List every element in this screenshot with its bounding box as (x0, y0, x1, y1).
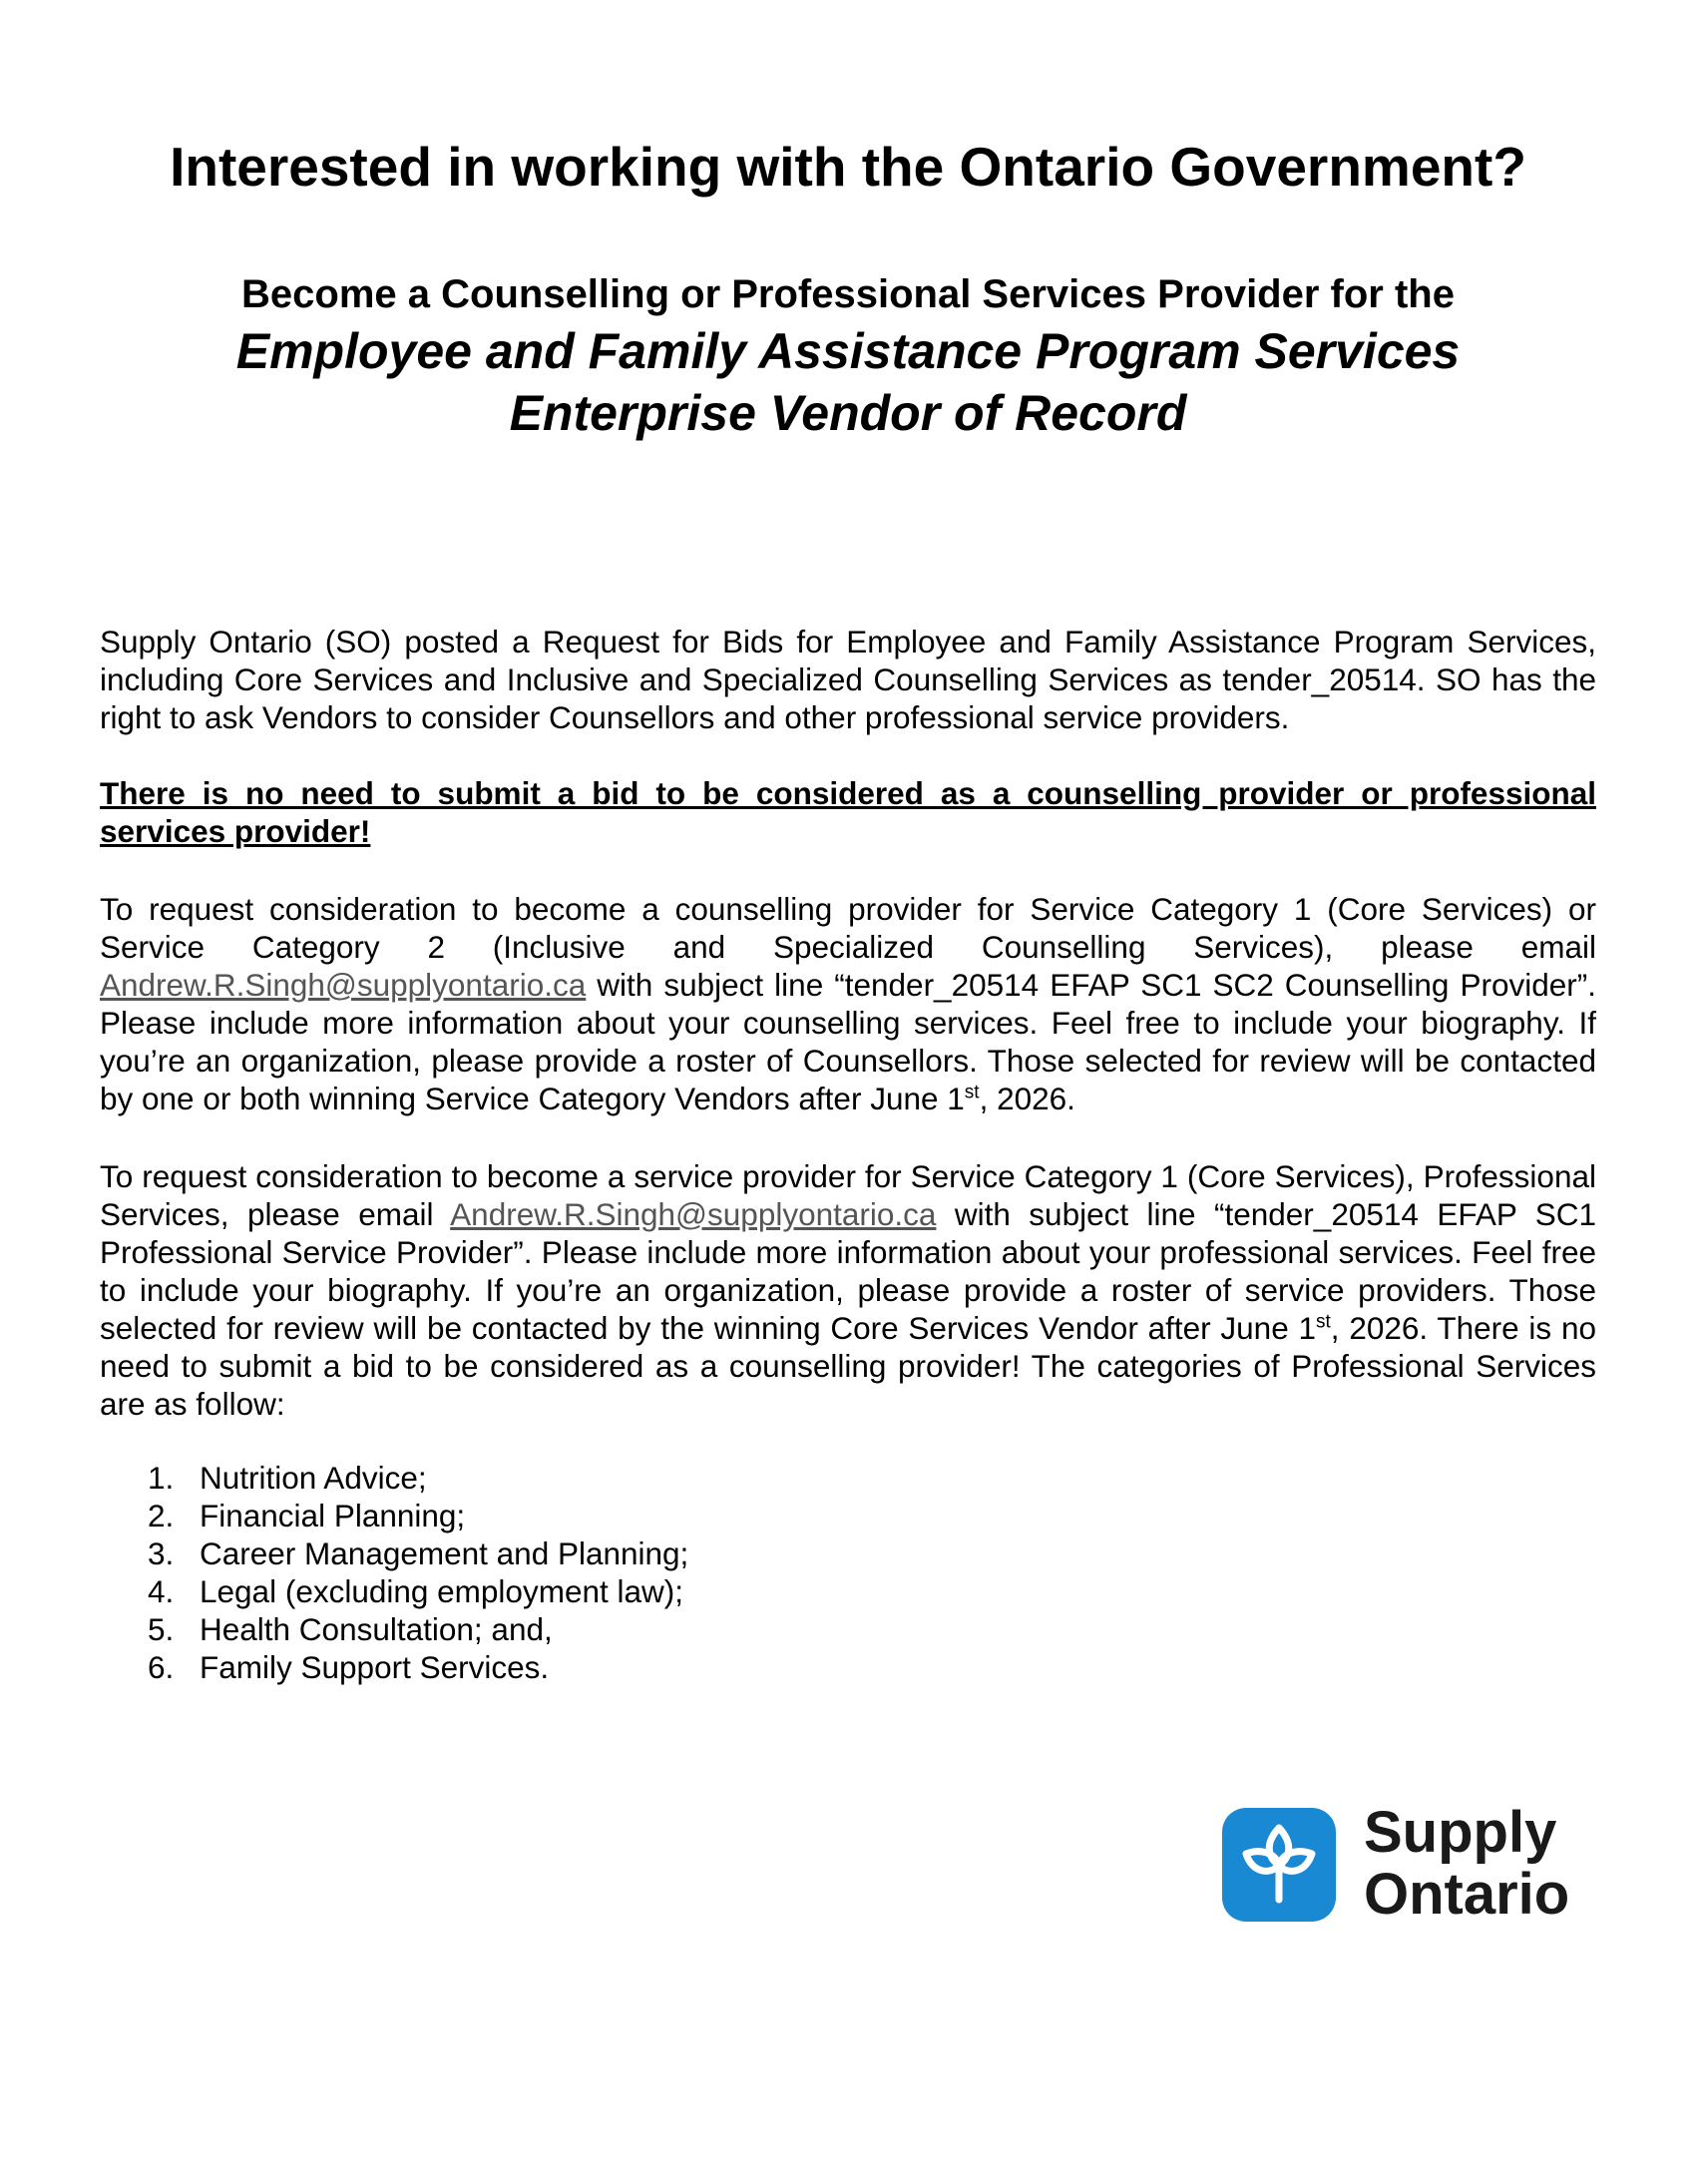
professional-text-start: To request consideration to become a service provider for Service Category 1 (Core Services), Professional Services, please email (100, 1158, 1596, 1232)
program-name-line2: Enterprise Vendor of Record (509, 385, 1187, 441)
list-item-text: Legal (excluding employment law); (200, 1573, 683, 1609)
list-item (148, 1497, 688, 1534)
logo-badge (1222, 1808, 1336, 1922)
list-item-text: Career Management and Planning; (200, 1535, 689, 1571)
supply-ontario-logo (1222, 1800, 1601, 1928)
list-item-number: 6. (148, 1649, 175, 1685)
counselling-text-middle: with subject line “tender_20514 EFAP SC1 SC2 Counselling Provider”. Please include more information about your counselling services. Feel free to include your biography. If you’re an organization, please provide a roster of Counsellors. Those selected for review will be contacted by one or both winning Service Category Vendors after June 1 (100, 967, 1596, 1116)
professional-services-list (148, 1459, 688, 1686)
list-item-text: Nutrition Advice; (200, 1460, 427, 1496)
list-item (148, 1572, 688, 1610)
list-item-text: Family Support Services. (200, 1649, 550, 1685)
list-item-text: Health Consultation; and, (200, 1611, 553, 1647)
professional-date-suffix: st (1316, 1311, 1331, 1333)
logo-wordmark (1364, 1802, 1569, 1926)
counselling-text-start: To request consideration to become a counselling provider for Service Category 1 (Core Services) or Service Category 2 (Inclusive and Specialized Counselling Services), please email (100, 891, 1596, 965)
list-item-text: Financial Planning; (200, 1498, 466, 1533)
list-item (148, 1534, 688, 1572)
program-name (0, 320, 1696, 444)
page-title: Interested in working with the Ontario Government? (170, 136, 1526, 198)
notice-paragraph: There is no need to submit a bid to be considered as a counselling provider or professional services provider! (100, 775, 1596, 849)
list-item-number: 2. (148, 1498, 175, 1533)
counselling-paragraph (100, 890, 1596, 1117)
professional-text-end: , 2026. There is no need to submit a bid to be considered as a counselling provider! The categories of Professional Services are as follow: (100, 1310, 1596, 1422)
professional-paragraph (100, 1157, 1596, 1423)
professional-email-link[interactable]: Andrew.R.Singh@supplyontario.ca (450, 1196, 937, 1232)
trillium-icon (1222, 1808, 1336, 1922)
list-item-number: 5. (148, 1611, 175, 1647)
list-item (148, 1648, 688, 1686)
list-item-number: 1. (148, 1460, 175, 1496)
counselling-text-end: , 2026. (979, 1081, 1075, 1116)
intro-paragraph: Supply Ontario (SO) posted a Request for Bids for Employee and Family Assistance Program Services, including Core Services and Inclusive and Specialized Counselling Services as tender_20514. SO has the right to ask Vendors to consider Counsellors and other professional service providers. (100, 624, 1596, 735)
program-name-line1: Employee and Family Assistance Program Services (235, 323, 1461, 379)
list-item-number: 3. (148, 1535, 175, 1571)
counselling-date-suffix: st (964, 1082, 980, 1103)
counselling-email-link[interactable]: Andrew.R.Singh@supplyontario.ca (100, 967, 587, 1003)
page-subtitle: Become a Counselling or Professional Services Provider for the (241, 272, 1455, 316)
list-item-number: 4. (148, 1573, 175, 1609)
professional-text-middle: with subject line “tender_20514 EFAP SC1 Professional Service Provider”. Please include more information about your professional services. Feel free to include your biography. If you’re an organization, please provide a roster of service providers. Those selected for review will be contacted by the winning Core Services Vendor after June 1 (100, 1196, 1596, 1346)
logo-wordmark-line1: Supply (1364, 1800, 1557, 1865)
logo-wordmark-line2: Ontario (1364, 1862, 1570, 1927)
list-item (148, 1610, 688, 1648)
list-item (148, 1459, 688, 1497)
